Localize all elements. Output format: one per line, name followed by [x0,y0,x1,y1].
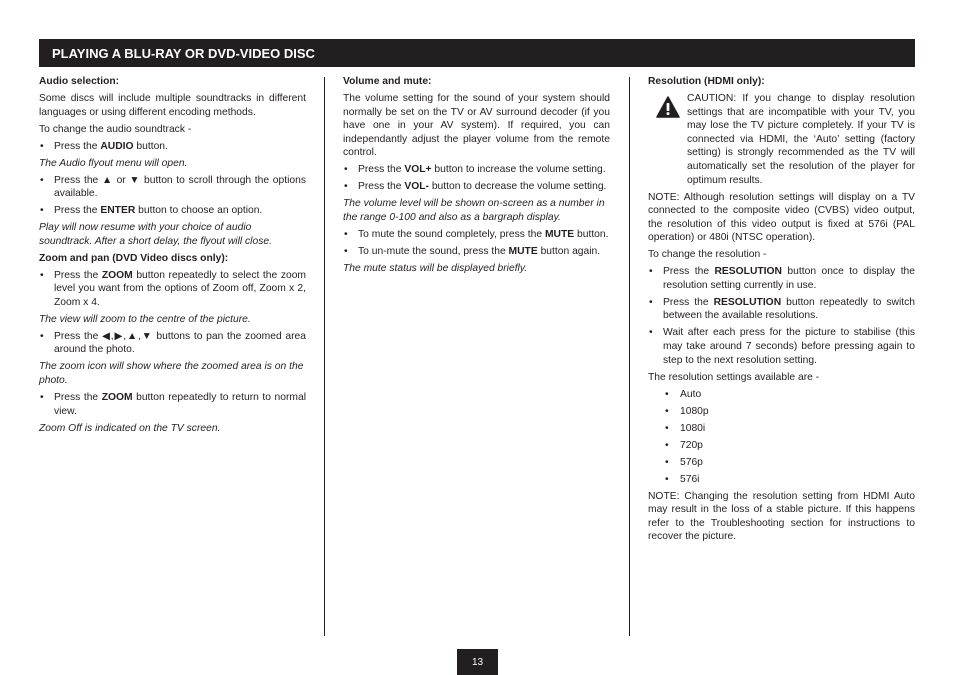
zoom-note: Zoom Off is indicated on the TV screen. [39,422,221,434]
caution-text: CAUTION: If you change to display resolution settings that are incompatible with your TV, you may lose the TV picture completely. If your TV is connected via HDMI, the ‘Auto’ setting (factory setting) is strongly recommended as the TV will automatically set the resolution of the player for optimum results. [687,92,915,186]
column-resolution [648,75,915,547]
audio-step: • Press the ENTER button to choose an option. [39,204,306,218]
caution-block [648,92,915,187]
resolution-option: • 720p [664,439,915,453]
volume-step: • Press the VOL- button to decrease the volume setting. [343,180,610,194]
zoom-steps [39,269,306,310]
resolution-available-text: The resolution settings available are - [648,371,820,383]
audio-intro: Some discs will include multiple soundtracks in different languages or using different encoding methods. [39,92,306,118]
resolution-note: NOTE: Although resolution settings will display on a TV connected to the composite video (CVBS) video output, the resolution of this video output is fixed at 576i (PAL operation) or 480i (NTSC operation). [648,191,915,244]
mute-note: The mute status will be displayed briefly. [343,262,528,274]
resolution-option: • 576p [664,456,915,470]
up-arrow-icon: ▲ [101,174,113,186]
zoom-step: • Press the ◀,▶,▲,▼ buttons to pan the zoomed area around the photo. [39,330,306,357]
resolution-heading: Resolution (HDMI only): [648,76,765,87]
zoom-note: The zoom icon will show where the zoomed area is on the photo. [39,361,304,386]
page-number-text: 13 [471,656,484,668]
audio-heading: Audio selection: [39,76,120,87]
audio-steps [39,140,306,154]
audio-note: Play will now resume with your choice of audio soundtrack. After a short delay, the flyout will close. [39,222,272,247]
warning-icon [648,92,687,118]
column-divider [629,77,630,636]
resolution-option: • 576i [664,473,915,487]
section-title: PLAYING A BLU-RAY OR DVD-VIDEO DISC [52,45,315,61]
resolution-step: • Press the RESOLUTION button repeatedly to switch between the available resolutions. [648,296,915,323]
zoom-note: The view will zoom to the centre of the picture. [39,313,251,325]
arrow-keys-icon: ◀,▶,▲,▼ [102,330,153,342]
resolution-note: NOTE: Changing the resolution setting from HDMI Auto may result in the loss of a stable picture. If this happens refer to the Troubleshooting section for instructions to recover the picture. [648,490,915,543]
zoom-steps [39,391,306,418]
audio-step: • Press the ▲ or ▼ button to scroll through the options available. [39,174,306,201]
resolution-option: • 1080p [664,405,915,419]
mute-steps [343,228,610,259]
resolution-change-text: To change the resolution - [648,249,767,261]
zoom-steps [39,330,306,357]
audio-change-text: To change the audio soundtrack - [39,123,192,135]
resolution-option: • 1080i [664,422,915,436]
volume-step: • Press the VOL+ button to increase the volume setting. [343,163,610,177]
resolution-step: • Press the RESOLUTION button once to display the resolution setting currently in use. [648,265,915,292]
audio-note: The Audio flyout menu will open. [39,157,188,169]
mute-step: • To un-mute the sound, press the MUTE button again. [343,245,610,259]
audio-steps [39,174,306,218]
resolution-step: • Wait after each press for the picture to stabilise (this may take around 7 seconds) before pressing again to step to the next resolution setting. [648,326,915,367]
volume-note: The volume level will be shown on-screen as a number in the range 0-100 and also as a bargraph display. [343,198,605,223]
section-header [39,39,915,67]
resolution-list [664,388,915,487]
down-arrow-icon: ▼ [129,174,141,186]
volume-intro: The volume setting for the sound of your system should normally be set on the TV or AV surround decoder (if you have one in your AV system). If required, you can independantly adjust the player volume from the remote control. [343,92,610,159]
mute-step: • To mute the sound completely, press the MUTE button. [343,228,610,242]
volume-heading: Volume and mute: [343,76,432,87]
resolution-option: • Auto [664,388,915,402]
column-audio-zoom [39,75,306,439]
volume-steps [343,163,610,194]
column-volume-mute [343,75,610,279]
audio-step: • Press the AUDIO button. [39,140,306,154]
zoom-step: • Press the ZOOM button repeatedly to return to normal view. [39,391,306,418]
column-divider [324,77,325,636]
zoom-step: • Press the ZOOM button repeatedly to select the zoom level you want from the options of Zoom off, Zoom x 2, Zoom x 4. [39,269,306,310]
zoom-heading: Zoom and pan (DVD Video discs only): [39,252,229,264]
resolution-steps [648,265,915,367]
page-number [457,649,498,675]
